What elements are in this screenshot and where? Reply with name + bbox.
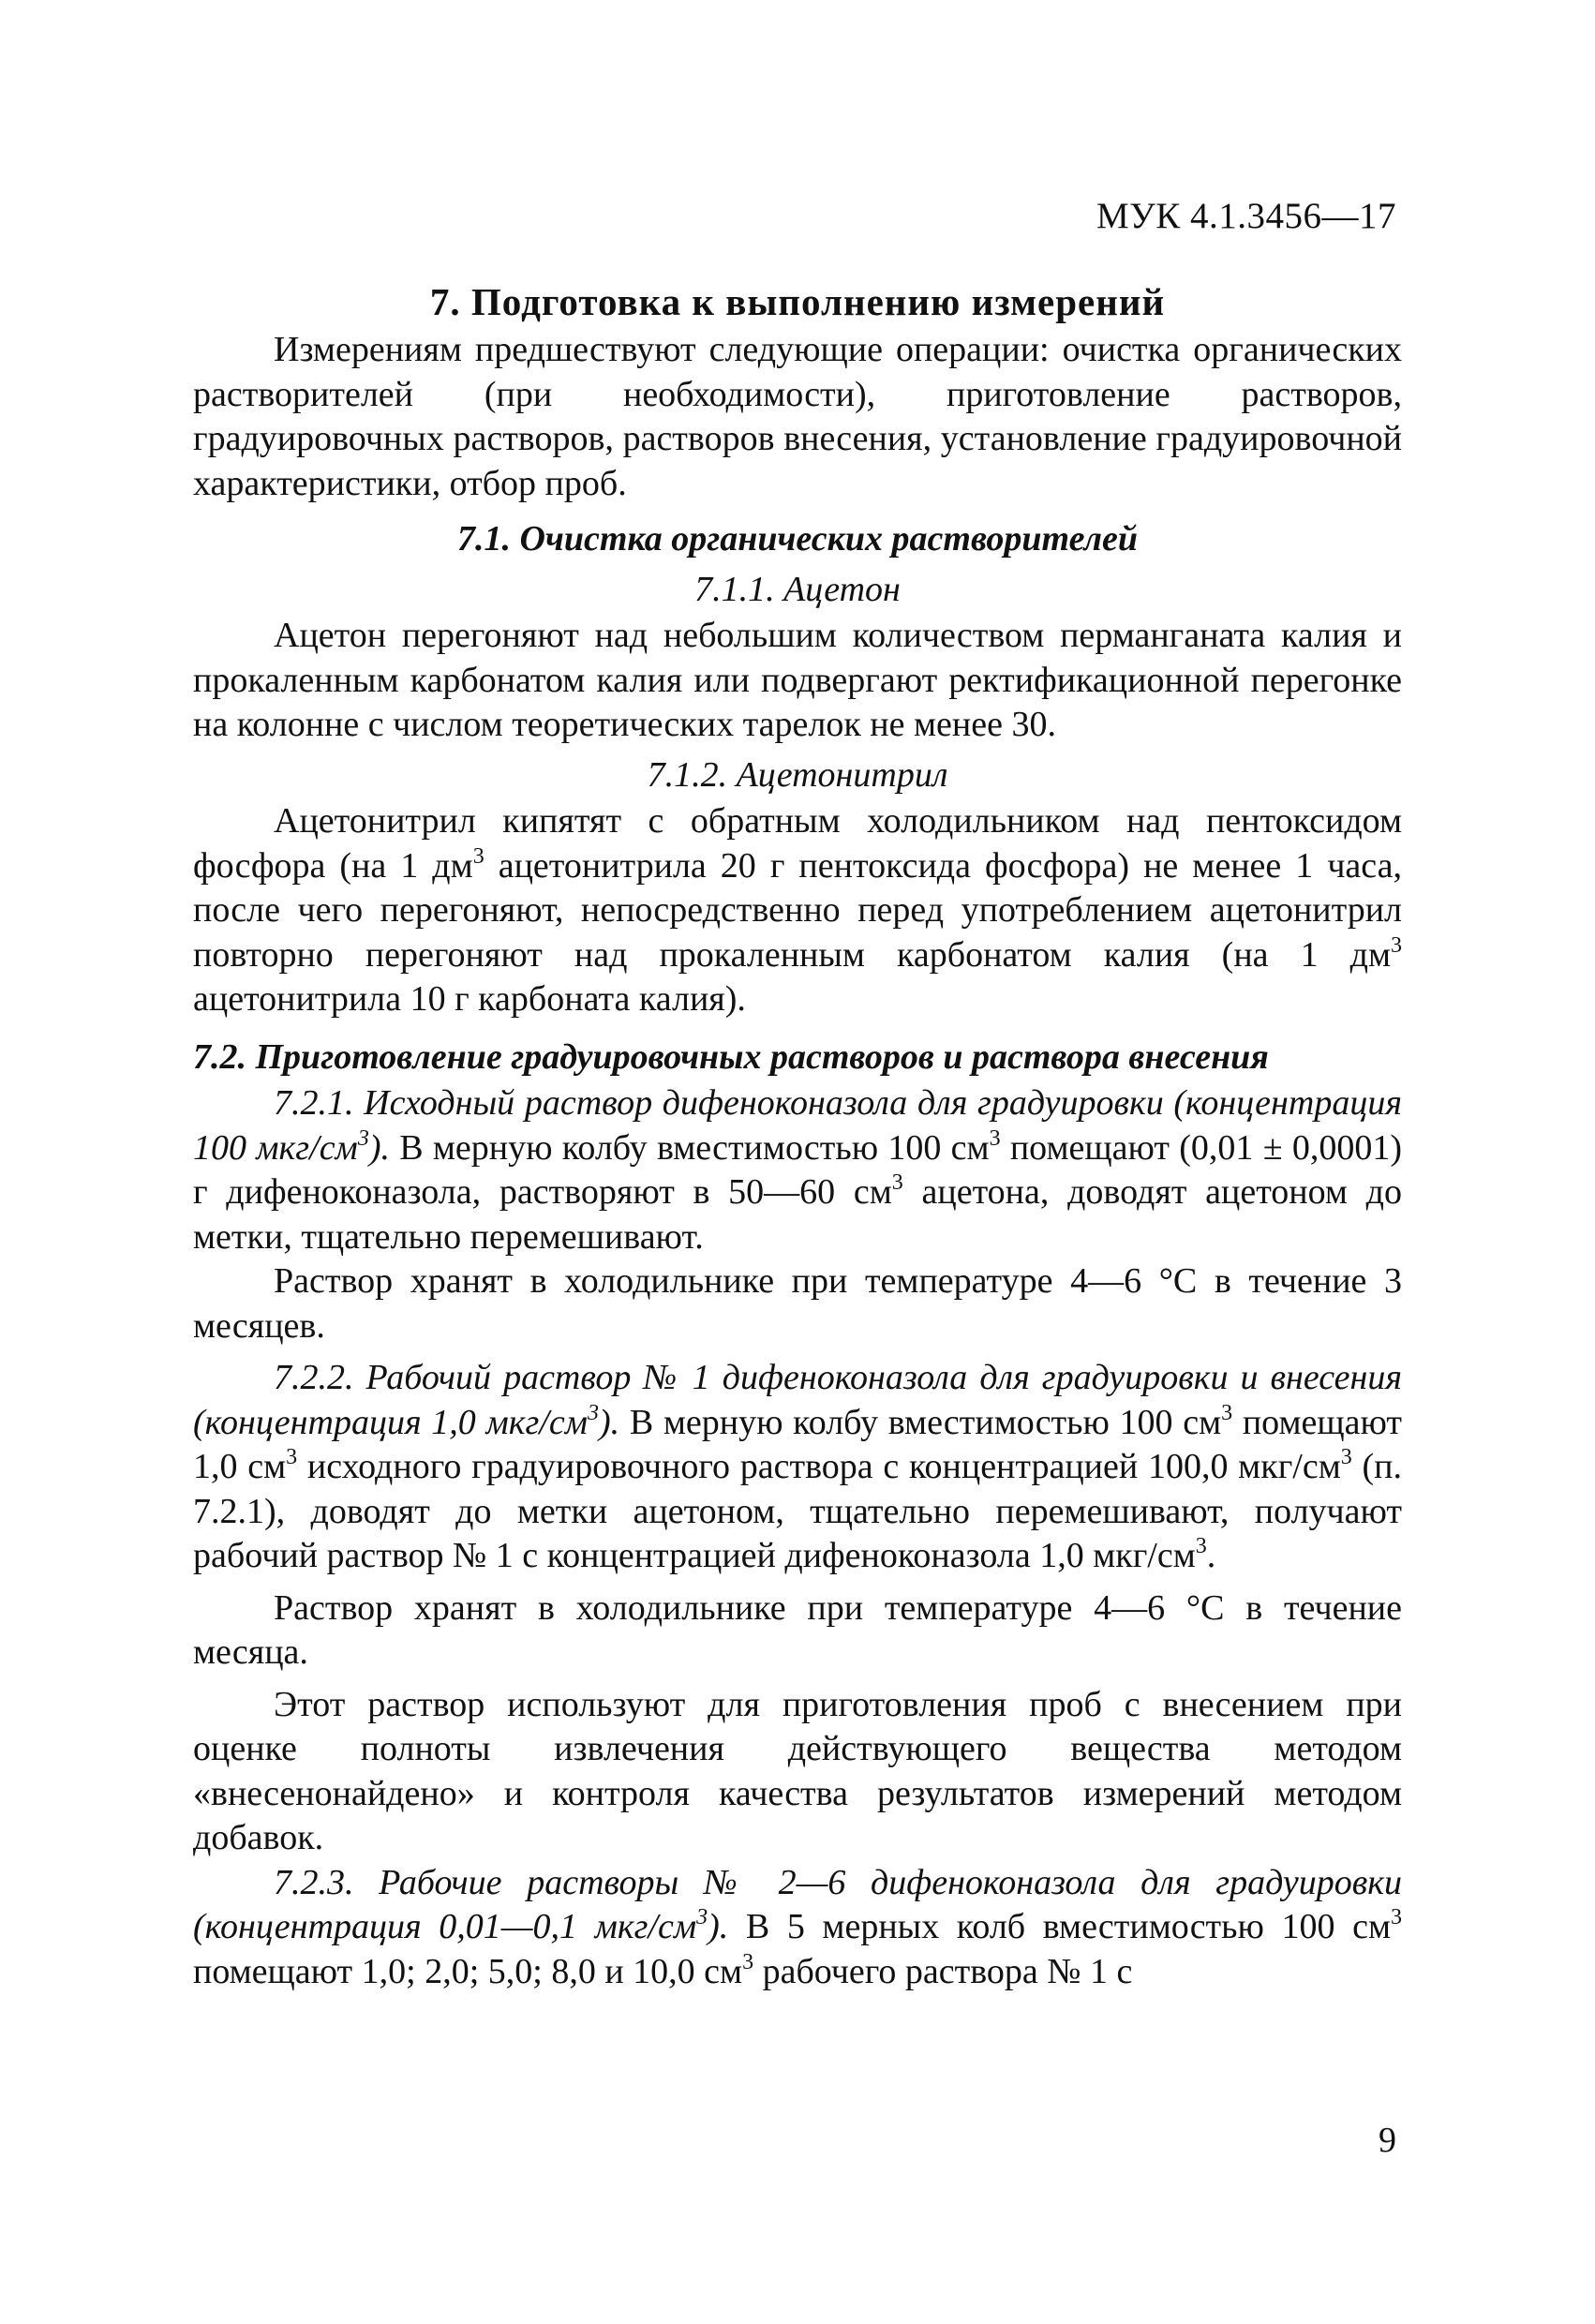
section-7-1-1-text: Ацетон перегоняют над небольшим количеством перманганата калия и прокаленным карбонатом калия или подвергают ректификационной перегонке на колонне с числом теоретических тарелок не менее 30. — [193, 616, 1402, 744]
document-code: МУК 4.1.3456—17 — [1096, 196, 1396, 236]
page-number: 9 — [1379, 2121, 1396, 2160]
page-content — [193, 277, 1402, 1994]
section-7-1-2-text: Ацетонитрил кипятят с обратным холодильником над пентоксидом фосфора (на 1 $дм^3$ ацетонитрила 20 г пентоксида фосфора) не менее 1 часа, после чего перегоняют, непосредственно перед употреблением ацетонитрил повторно перегоняют над прокаленным карбонатом калия (на 1 $дм^3$ ацетонитрила 10 г карбоната калия). — [193, 801, 1402, 1019]
section-7-1-2-title: 7.1.2. Ацетонитрил — [647, 754, 948, 795]
section-7-title: 7. Подготовка к выполнению измерений — [429, 280, 1166, 323]
section-7-2-1-text: 7.2.1. Исходный раствор дифеноконазола для градуировки (концентрация 100 мкг/$см^3$). В мерную колбу вместимостью 100 $см^3$ помещают (0,01 ± 0,0001) г дифеноконазола, растворяют в 50—60 $см^3$ ацетона, доводят ацетоном до метки, тщательно перемешивают. — [193, 1083, 1402, 1257]
section-7-1-title: 7.1. Очистка органических растворителей — [456, 519, 1139, 559]
section-7-2-1-storage: Раствор хранят в холодильнике при температуре 4—6 °С в течение 3 месяцев. — [193, 1261, 1402, 1346]
section-7-2-2-usage: Этот раствор используют для приготовления проб с внесением при оценке полноты извлечения действующего вещества методом «внесенонайдено» и контроля качества результатов измерений методом добавок. — [193, 1684, 1402, 1857]
section-7-1-1-title: 7.1.1. Ацетон — [694, 569, 901, 609]
section-7-2-title: 7.2. Приготовление градуировочных растворов и раствора внесения — [193, 1036, 1269, 1077]
section-7-2-2-storage: Раствор хранят в холодильнике при температуре 4—6 °С в течение месяца. — [193, 1587, 1402, 1672]
section-7-intro: Измерениям предшествуют следующие операции: очистка органических растворителей (при необходимости), приготовление растворов, градуировочных растворов, растворов внесения, установление градуировочной характеристики, отбор проб. — [193, 330, 1402, 503]
section-7-2-2-text: 7.2.2. Рабочий раствор № 1 дифеноконазола для градуировки и внесения (концентрация 1,0 мкг/$см^3$). В мерную колбу вместимостью 100 $см^3$ помещают 1,0 $см^3$ исходного градуировочного раствора с концентрацией 100,0 мкг/$см^3$ (п. 7.2.1), доводят до метки ацетоном, тщательно перемешивают, получают рабочий раствор № 1 с концентрацией дифеноконазола 1,0 мкг/$см^3$. — [193, 1358, 1402, 1575]
section-7-2-3-text: 7.2.3. Рабочие растворы № 2—6 дифеноконазола для градуировки (концентрация 0,01—0,1 мкг/$см^3$). В 5 мерных колб вместимостью 100 $см^3$ помещают 1,0; 2,0; 5,0; 8,0 и 10,0 $см^3$ рабочего раствора № 1 с — [193, 1862, 1402, 1991]
